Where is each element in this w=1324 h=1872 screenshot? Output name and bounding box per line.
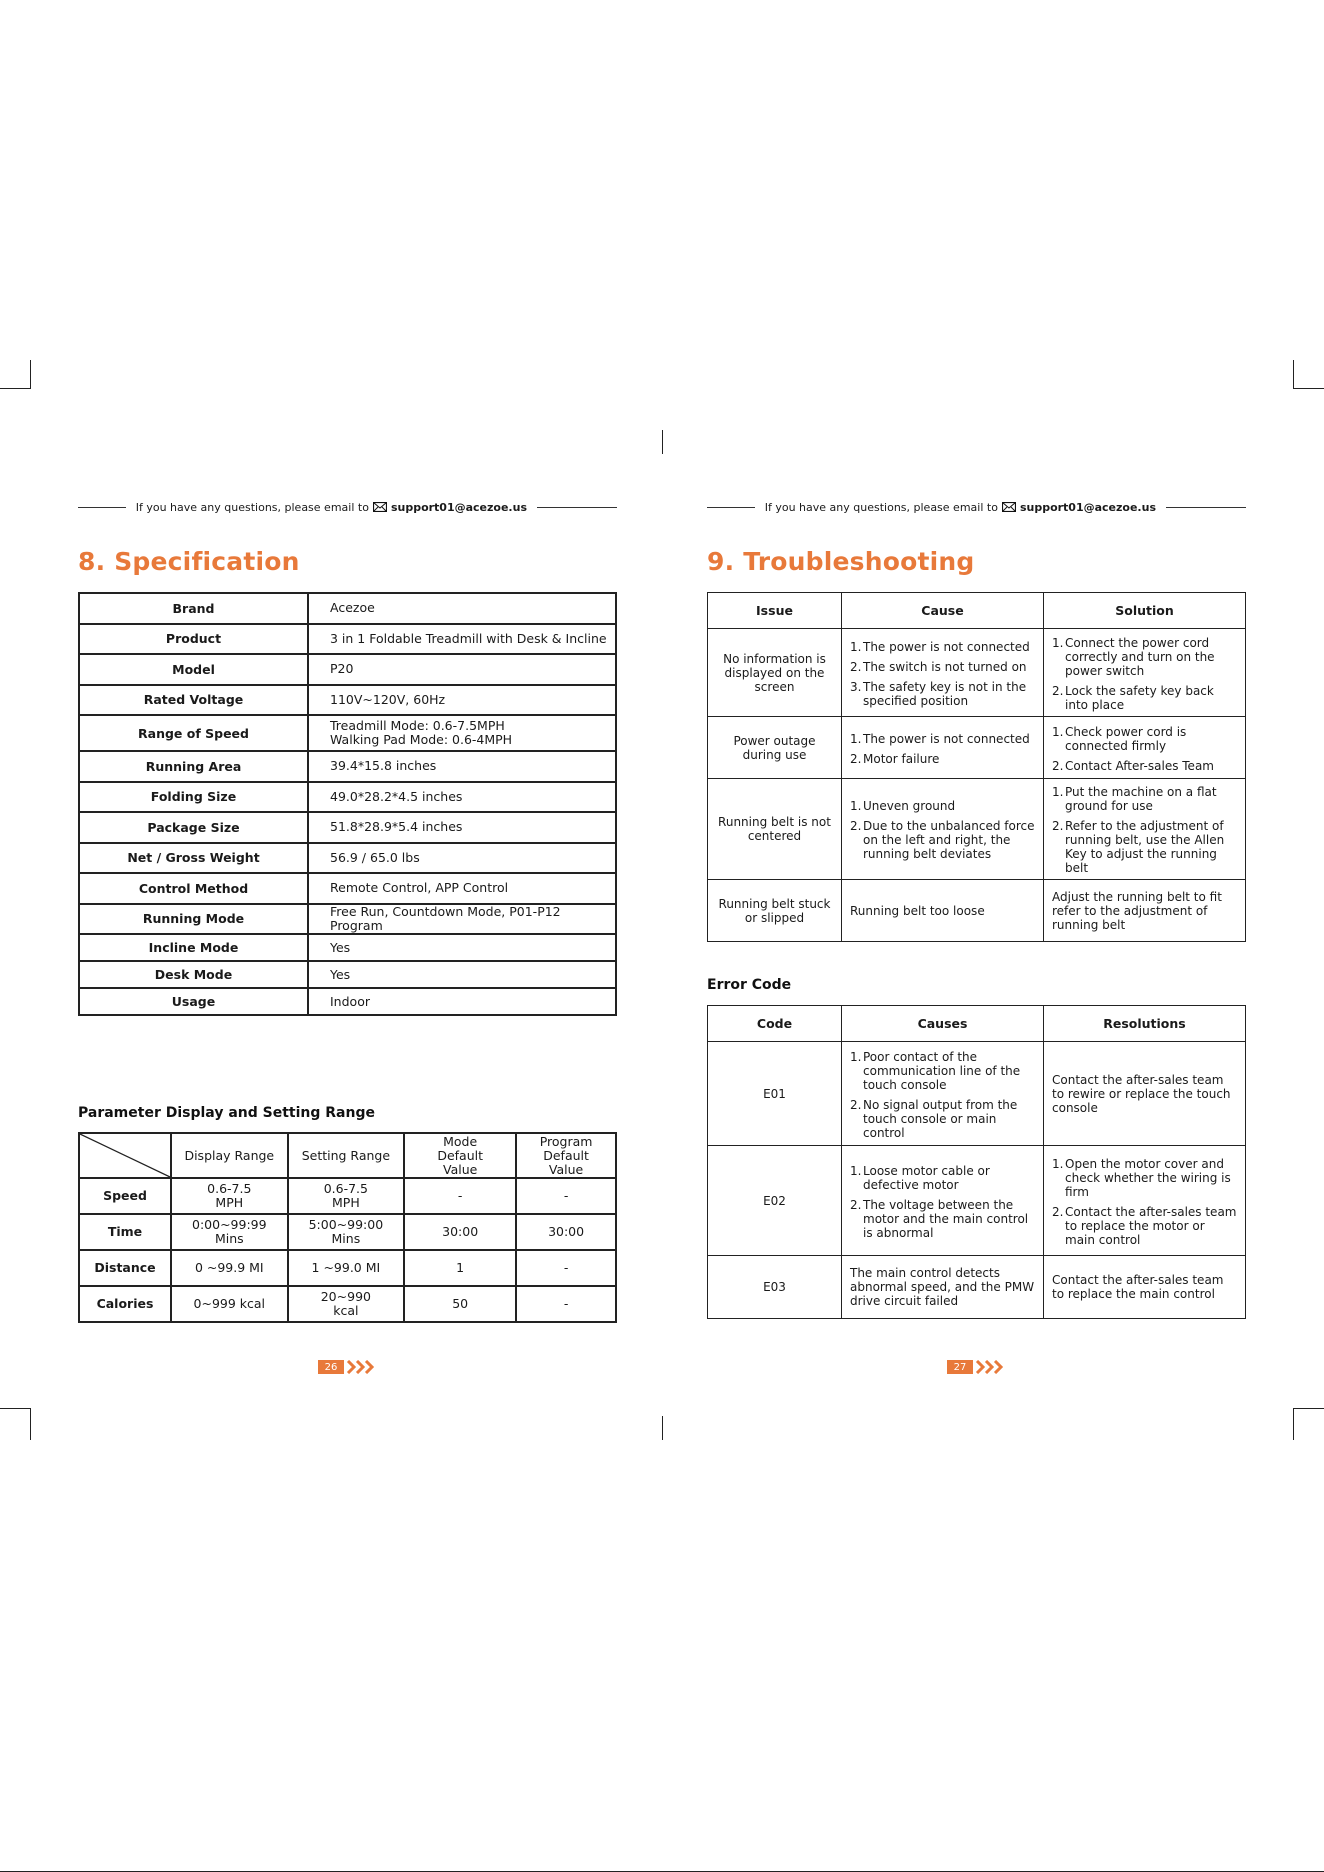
spec-key: Desk Mode — [79, 961, 308, 988]
page-header-right — [707, 497, 1246, 517]
trouble-header-cell: Solution — [1044, 593, 1246, 629]
error-cause-cell: The main control detects abnormal speed, and the PMW drive circuit failed — [842, 1256, 1044, 1319]
error-code-cell: E03 — [708, 1256, 842, 1319]
list-item-text: Poor contact of the communication line of the touch console — [863, 1049, 1021, 1092]
list-item — [1052, 725, 1237, 753]
spec-value — [308, 654, 616, 685]
spec-value — [308, 843, 616, 874]
list-item — [850, 1198, 1035, 1240]
spec-value-line: Free Run, Countdown Mode, P01-P12 Program — [330, 903, 561, 933]
param-header-cell: Display Range — [171, 1133, 288, 1178]
list-item-text: No signal output from the touch console or main control — [863, 1097, 1018, 1140]
param-cell: - — [404, 1178, 516, 1214]
spec-key: Brand — [79, 593, 308, 624]
list-number: 1. — [850, 799, 862, 813]
trouble-row — [708, 779, 1246, 880]
param-cell: - — [516, 1178, 616, 1214]
spec-value-line: 110V~120V, 60Hz — [330, 691, 446, 707]
param-cell: - — [516, 1250, 616, 1286]
list-item — [1052, 1157, 1237, 1199]
error-code-cell: E02 — [708, 1146, 842, 1256]
param-cell: 5:00~99:00 Mins — [288, 1214, 405, 1250]
error-row — [708, 1256, 1246, 1319]
spec-row — [79, 751, 616, 782]
header-rule — [707, 507, 755, 508]
list-item — [1052, 759, 1237, 773]
numbered-list — [850, 1164, 1035, 1240]
spec-key: Incline Mode — [79, 934, 308, 961]
spec-value — [308, 624, 616, 655]
list-number: 2. — [850, 1197, 862, 1212]
spec-row — [79, 934, 616, 961]
spec-value — [308, 873, 616, 904]
param-row — [79, 1250, 616, 1286]
param-row — [79, 1214, 616, 1250]
numbered-list — [850, 799, 1035, 861]
spec-value — [308, 904, 616, 935]
crop-mark — [30, 1408, 31, 1440]
error-header-cell: Code — [708, 1006, 842, 1042]
chevrons-icon — [346, 1360, 380, 1374]
error-resolution-cell — [1044, 1146, 1246, 1256]
param-cell: - — [516, 1286, 616, 1322]
crop-mark — [662, 1416, 663, 1440]
list-item-text: Put the machine on a flat ground for use — [1065, 785, 1217, 813]
param-cell: 0~999 kcal — [171, 1286, 288, 1322]
crop-mark — [0, 1408, 30, 1409]
spec-value — [308, 715, 616, 751]
spec-value-line: 39.4*15.8 inches — [330, 758, 437, 774]
param-cell: 0.6-7.5 MPH — [288, 1178, 405, 1214]
spec-row — [79, 843, 616, 874]
error-code-cell: E01 — [708, 1042, 842, 1146]
numbered-list — [1052, 636, 1237, 712]
specification-table — [78, 592, 617, 1016]
spec-row — [79, 654, 616, 685]
crop-mark — [0, 388, 30, 389]
cause-cell — [842, 629, 1044, 717]
cause-cell — [842, 779, 1044, 880]
spec-value-line: Acezoe — [330, 600, 375, 616]
trouble-header-cell: Cause — [842, 593, 1044, 629]
spec-value — [308, 934, 616, 961]
spec-value-line: 49.0*28.2*4.5 inches — [330, 788, 463, 804]
list-item-text: Motor failure — [863, 751, 940, 766]
list-item — [850, 1050, 1035, 1092]
page-number-badge: 27 — [947, 1360, 973, 1374]
spec-key: Range of Speed — [79, 715, 308, 751]
page-number-right — [947, 1360, 1009, 1374]
spec-value-line: Walking Pad Mode: 0.6-4MPH — [330, 732, 513, 747]
list-item — [1052, 819, 1237, 875]
list-number: 2. — [850, 1097, 862, 1112]
support-email-link[interactable]: support01@acezoe.us — [1019, 500, 1156, 514]
spec-value — [308, 988, 616, 1015]
list-number: 1. — [850, 639, 862, 654]
error-cause-cell — [842, 1146, 1044, 1256]
header-rule — [1166, 507, 1246, 508]
list-item-text: Refer to the adjustment of running belt, use the Allen Key to adjust the running belt — [1065, 819, 1225, 875]
error-code-title: Error Code — [707, 977, 792, 993]
list-item — [850, 732, 1035, 746]
crop-mark — [1294, 1408, 1324, 1409]
solution-cell — [1044, 717, 1246, 779]
spec-row — [79, 961, 616, 988]
spec-row — [79, 593, 616, 624]
param-row-label: Calories — [79, 1286, 171, 1322]
spec-row — [79, 988, 616, 1015]
list-item-text: Contact After-sales Team — [1065, 758, 1214, 773]
list-item-text: Loose motor cable or defective motor — [863, 1163, 990, 1192]
spec-key: Usage — [79, 988, 308, 1015]
issue-cell: Running belt is not centered — [708, 779, 842, 880]
page-number-badge: 26 — [318, 1360, 344, 1374]
mail-icon — [1002, 502, 1016, 512]
list-item — [1052, 1205, 1237, 1247]
header-rule — [78, 507, 126, 508]
crop-mark — [662, 430, 663, 454]
crop-mark — [30, 360, 31, 389]
param-header-cell: Program Default Value — [516, 1133, 616, 1178]
list-item-text: Check power cord is connected firmly — [1065, 724, 1187, 753]
list-item-text: The power is not connected — [863, 639, 1030, 654]
spec-row — [79, 782, 616, 813]
param-cell: 20~990 kcal — [288, 1286, 405, 1322]
list-number: 2. — [850, 819, 862, 833]
list-item — [850, 680, 1035, 708]
spec-key: Running Area — [79, 751, 308, 782]
header-prompt: If you have any questions, please email to — [764, 500, 998, 514]
list-number: 1. — [1052, 1156, 1064, 1171]
issue-cell: Power outage during use — [708, 717, 842, 779]
spec-value-line: Remote Control, APP Control — [330, 880, 509, 896]
spec-value — [308, 751, 616, 782]
list-item-text: Open the motor cover and check whether the wiring is firm — [1065, 1156, 1231, 1199]
cause-cell: Running belt too loose — [842, 880, 1044, 942]
param-cell: 1 — [404, 1250, 516, 1286]
numbered-list — [1052, 1157, 1237, 1247]
list-item-text: Due to the unbalanced force on the left and right, the running belt deviates — [863, 819, 1035, 861]
support-email-link[interactable]: support01@acezoe.us — [390, 500, 527, 514]
spec-value-line: 51.8*28.9*5.4 inches — [330, 819, 463, 835]
crop-mark — [1293, 1408, 1294, 1440]
spec-row — [79, 873, 616, 904]
list-item-text: The switch is not turned on — [863, 659, 1027, 674]
numbered-list — [850, 1050, 1035, 1140]
error-code-table — [707, 1005, 1246, 1319]
spec-row — [79, 812, 616, 843]
page-number-left — [318, 1360, 380, 1374]
spec-row — [79, 624, 616, 655]
spec-key: Package Size — [79, 812, 308, 843]
list-item — [1052, 785, 1237, 813]
spec-value-line: Yes — [330, 966, 351, 982]
solution-cell: Adjust the running belt to fit refer to the adjustment of running belt — [1044, 880, 1246, 942]
cause-cell — [842, 717, 1044, 779]
spec-value-line: Indoor — [330, 993, 370, 1009]
error-resolution-cell: Contact the after-sales team to rewire or replace the touch console — [1044, 1042, 1246, 1146]
error-resolution-cell: Contact the after-sales team to replace the main control — [1044, 1256, 1246, 1319]
spec-value-line: Treadmill Mode: 0.6-7.5MPH — [330, 718, 505, 733]
spec-value-line: P20 — [330, 661, 354, 677]
numbered-list — [850, 732, 1035, 766]
param-row — [79, 1286, 616, 1322]
header-rule — [537, 507, 617, 508]
issue-cell: No information is displayed on the screen — [708, 629, 842, 717]
spec-value-line: 3 in 1 Foldable Treadmill with Desk & Incline — [330, 630, 607, 646]
param-cell: 50 — [404, 1286, 516, 1322]
solution-cell — [1044, 779, 1246, 880]
error-cause-cell — [842, 1042, 1044, 1146]
list-item — [1052, 636, 1237, 678]
param-row-label: Distance — [79, 1250, 171, 1286]
parameter-table — [78, 1132, 617, 1323]
param-cell: 1 ~99.0 MI — [288, 1250, 405, 1286]
trouble-row — [708, 717, 1246, 779]
error-header-cell: Resolutions — [1044, 1006, 1246, 1042]
spec-value — [308, 685, 616, 716]
list-number: 1. — [1052, 635, 1064, 650]
list-number: 2. — [850, 751, 862, 766]
issue-cell: Running belt stuck or slipped — [708, 880, 842, 942]
spec-row — [79, 715, 616, 751]
spec-key: Running Mode — [79, 904, 308, 935]
param-cell: 30:00 — [404, 1214, 516, 1250]
page-header-left — [78, 497, 617, 517]
list-number: 1. — [1052, 724, 1064, 739]
param-header-cell: Setting Range — [288, 1133, 405, 1178]
param-cell: 30:00 — [516, 1214, 616, 1250]
list-item — [1052, 684, 1237, 712]
list-number: 1. — [850, 1049, 862, 1064]
mail-icon — [373, 502, 387, 512]
error-header-cell: Causes — [842, 1006, 1044, 1042]
list-item-text: Contact the after-sales team to replace the motor or main control — [1065, 1204, 1237, 1247]
list-item-text: Uneven ground — [863, 799, 956, 813]
spec-key: Model — [79, 654, 308, 685]
list-item-text: Lock the safety key back into place — [1065, 683, 1214, 712]
list-item — [850, 1098, 1035, 1140]
list-item-text: The safety key is not in the specified position — [863, 679, 1027, 708]
param-table-title: Parameter Display and Setting Range — [78, 1105, 375, 1121]
spec-key: Rated Voltage — [79, 685, 308, 716]
trouble-row — [708, 629, 1246, 717]
param-corner-cell — [79, 1133, 171, 1178]
section-title-specification: 8. Specification — [78, 547, 300, 576]
param-row-label: Speed — [79, 1178, 171, 1214]
crop-mark — [1294, 388, 1324, 389]
list-number: 2. — [1052, 1204, 1064, 1219]
numbered-list — [1052, 725, 1237, 773]
spec-key: Folding Size — [79, 782, 308, 813]
spec-value — [308, 593, 616, 624]
section-title-troubleshooting: 9. Troubleshooting — [707, 547, 975, 576]
list-item — [850, 1164, 1035, 1192]
numbered-list — [1052, 785, 1237, 875]
spec-row — [79, 904, 616, 935]
list-item — [850, 799, 1035, 813]
param-header-cell: Mode Default Value — [404, 1133, 516, 1178]
list-item — [850, 640, 1035, 654]
spec-value — [308, 812, 616, 843]
list-number: 1. — [850, 1163, 862, 1178]
list-number: 2. — [1052, 683, 1064, 698]
spec-row — [79, 685, 616, 716]
list-number: 3. — [850, 679, 862, 694]
solution-cell — [1044, 629, 1246, 717]
troubleshooting-table — [707, 592, 1246, 942]
param-cell: 0 ~99.9 MI — [171, 1250, 288, 1286]
list-number: 1. — [850, 731, 862, 746]
spec-value-line: Yes — [330, 939, 351, 955]
list-number: 1. — [1052, 785, 1064, 799]
error-row — [708, 1042, 1246, 1146]
trouble-row — [708, 880, 1246, 942]
list-item-text: The power is not connected — [863, 731, 1030, 746]
list-item — [850, 660, 1035, 674]
param-row-label: Time — [79, 1214, 171, 1250]
spec-key: Product — [79, 624, 308, 655]
header-prompt: If you have any questions, please email to — [135, 500, 369, 514]
list-item — [850, 819, 1035, 861]
crop-mark — [1293, 360, 1294, 389]
spec-key: Net / Gross Weight — [79, 843, 308, 874]
error-row — [708, 1146, 1246, 1256]
spec-key: Control Method — [79, 873, 308, 904]
numbered-list — [850, 640, 1035, 708]
spec-value-line: 56.9 / 65.0 lbs — [330, 849, 420, 865]
chevrons-icon — [975, 1360, 1009, 1374]
param-cell: 0.6-7.5 MPH — [171, 1178, 288, 1214]
list-item — [850, 752, 1035, 766]
list-number: 2. — [1052, 819, 1064, 833]
list-number: 2. — [850, 659, 862, 674]
spec-value — [308, 961, 616, 988]
trouble-header-cell: Issue — [708, 593, 842, 629]
list-item-text: The voltage between the motor and the main control is abnormal — [863, 1197, 1029, 1240]
list-number: 2. — [1052, 758, 1064, 773]
param-cell: 0:00~99:99 Mins — [171, 1214, 288, 1250]
param-row — [79, 1178, 616, 1214]
list-item-text: Connect the power cord correctly and turn on the power switch — [1065, 635, 1215, 678]
spec-value — [308, 782, 616, 813]
